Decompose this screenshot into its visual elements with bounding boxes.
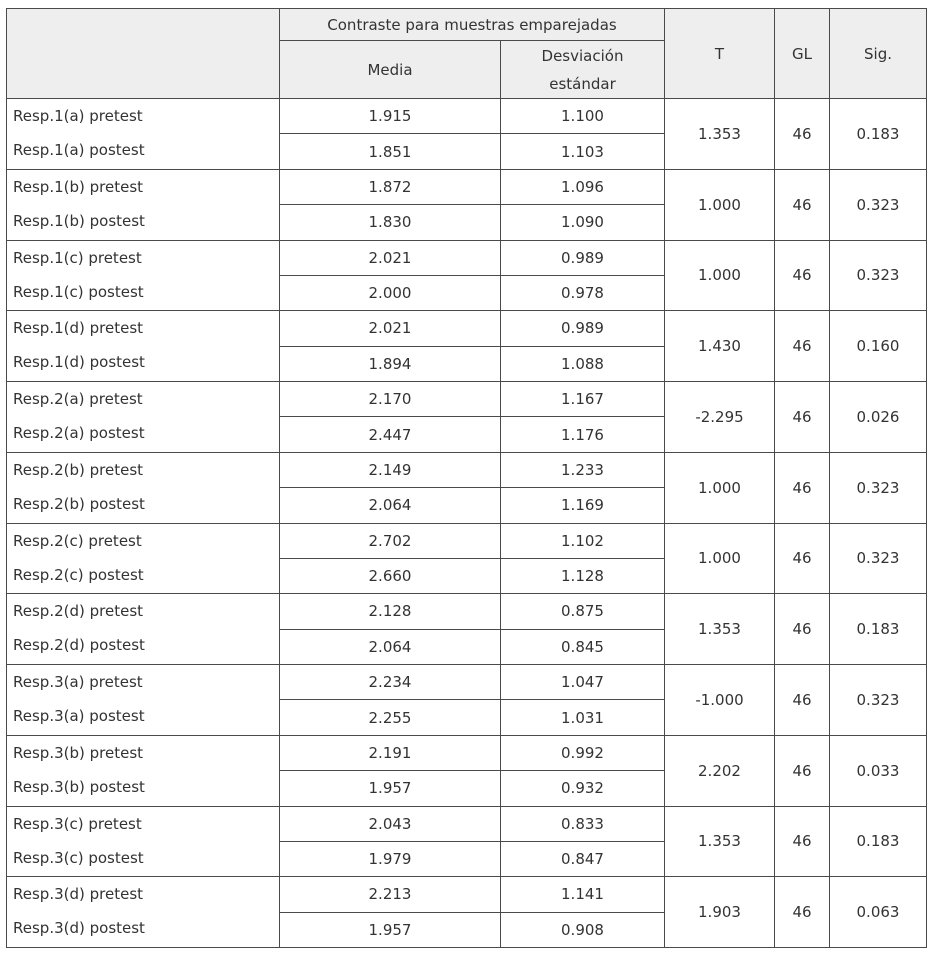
t-value: 1.353 [665,99,775,170]
t-value: 1.353 [665,806,775,877]
gl-value: 46 [775,99,830,170]
postest-sd: 1.169 [501,488,665,523]
pretest-media: 2.234 [280,665,501,700]
gl-value: 46 [775,665,830,736]
postest-media: 2.064 [280,488,501,523]
gl-value: 46 [775,452,830,523]
sig-value: 0.323 [830,169,927,240]
row-label-cell [7,382,280,453]
pretest-label: Resp.3(c) pretest [13,814,142,833]
postest-sd: 1.090 [501,205,665,240]
pretest-label: Resp.2(b) pretest [13,460,144,479]
t-value: 1.000 [665,169,775,240]
table-row [7,735,927,770]
postest-media: 1.957 [280,771,501,806]
table-row [7,240,927,275]
pretest-label: Resp.1(c) pretest [13,248,142,267]
t-value: 1.000 [665,452,775,523]
postest-sd: 1.031 [501,700,665,735]
t-value: 1.000 [665,523,775,594]
sig-value: 0.183 [830,99,927,170]
gl-value: 46 [775,806,830,877]
gl-value: 46 [775,877,830,948]
gl-value: 46 [775,240,830,311]
pretest-sd: 1.100 [501,99,665,134]
header-media: Media [280,41,501,99]
sig-value: 0.160 [830,311,927,382]
postest-media: 1.830 [280,205,501,240]
pretest-sd: 1.233 [501,452,665,487]
table-row [7,382,927,417]
pretest-media: 2.149 [280,452,501,487]
header-desviacion [501,41,665,99]
pretest-media: 2.170 [280,382,501,417]
paired-samples-table [6,8,927,948]
table-row [7,594,927,629]
postest-media: 1.979 [280,841,501,876]
sig-value: 0.183 [830,594,927,665]
table-body [7,99,927,948]
pretest-media: 1.915 [280,99,501,134]
pretest-sd: 1.102 [501,523,665,558]
postest-label: Resp.1(a) postest [13,141,145,159]
pretest-sd: 1.141 [501,877,665,912]
pretest-label: Resp.1(d) pretest [13,319,144,338]
gl-value: 46 [775,594,830,665]
sig-value: 0.183 [830,806,927,877]
pretest-sd: 0.833 [501,806,665,841]
pretest-media: 2.191 [280,735,501,770]
postest-sd: 1.176 [501,417,665,452]
table-row [7,169,927,204]
header-blank-cell [7,9,280,99]
pretest-sd: 0.989 [501,311,665,346]
row-label-cell [7,735,280,806]
row-label-cell [7,99,280,170]
pretest-label: Resp.2(c) pretest [13,531,142,550]
postest-media: 2.064 [280,629,501,664]
header-group-title: Contraste para muestras emparejadas [280,9,665,41]
postest-sd: 1.128 [501,558,665,593]
gl-value: 46 [775,169,830,240]
pretest-media: 2.213 [280,877,501,912]
pretest-media: 1.872 [280,169,501,204]
t-value: -1.000 [665,665,775,736]
postest-label: Resp.2(c) postest [13,565,144,584]
postest-label: Resp.1(b) postest [13,211,145,230]
pretest-label: Resp.3(a) pretest [13,673,143,691]
pretest-sd: 0.875 [501,594,665,629]
postest-label: Resp.3(b) postest [13,777,145,796]
pretest-label: Resp.2(a) pretest [13,390,143,408]
pretest-label: Resp.2(d) pretest [13,602,144,621]
postest-label: Resp.2(a) postest [13,424,145,442]
gl-value: 46 [775,311,830,382]
postest-label: Resp.3(a) postest [13,707,145,725]
pretest-media: 2.021 [280,240,501,275]
postest-sd: 0.932 [501,771,665,806]
t-value: 1.353 [665,594,775,665]
row-label-cell [7,523,280,594]
table-row [7,665,927,700]
header-desviacion-line2: estándar [549,74,616,93]
pretest-media: 2.043 [280,806,501,841]
table-row [7,806,927,841]
row-label-cell [7,665,280,736]
header-desviacion-line1: Desviación [541,46,624,65]
header-gl: GL [775,9,830,99]
pretest-sd: 1.096 [501,169,665,204]
sig-value: 0.323 [830,523,927,594]
pretest-sd: 0.992 [501,735,665,770]
pretest-media: 2.702 [280,523,501,558]
row-label-cell [7,806,280,877]
row-label-cell [7,169,280,240]
sig-value: 0.026 [830,382,927,453]
postest-media: 1.851 [280,134,501,169]
table-row [7,99,927,134]
row-label-cell [7,594,280,665]
postest-sd: 0.908 [501,912,665,947]
postest-label: Resp.1(c) postest [13,282,144,301]
pretest-label: Resp.1(a) pretest [13,107,143,125]
t-value: 1.000 [665,240,775,311]
postest-label: Resp.2(b) postest [13,494,145,513]
table-row [7,523,927,558]
sig-value: 0.063 [830,877,927,948]
postest-media: 2.447 [280,417,501,452]
pretest-label: Resp.3(d) pretest [13,885,144,904]
postest-media: 2.000 [280,275,501,310]
postest-sd: 1.088 [501,346,665,381]
pretest-sd: 1.167 [501,382,665,417]
postest-label: Resp.3(d) postest [13,919,145,938]
gl-value: 46 [775,382,830,453]
table-header [7,9,927,99]
sig-value: 0.033 [830,735,927,806]
postest-label: Resp.1(d) postest [13,353,145,372]
postest-sd: 0.845 [501,629,665,664]
t-value: 1.430 [665,311,775,382]
t-value: 1.903 [665,877,775,948]
row-label-cell [7,240,280,311]
header-t: T [665,9,775,99]
pretest-media: 2.021 [280,311,501,346]
pretest-label: Resp.3(b) pretest [13,743,144,762]
postest-media: 1.957 [280,912,501,947]
pretest-label: Resp.1(b) pretest [13,177,144,196]
table-row [7,452,927,487]
postest-sd: 1.103 [501,134,665,169]
postest-sd: 0.847 [501,841,665,876]
gl-value: 46 [775,735,830,806]
postest-sd: 0.978 [501,275,665,310]
postest-media: 1.894 [280,346,501,381]
pretest-sd: 0.989 [501,240,665,275]
postest-media: 2.660 [280,558,501,593]
sig-value: 0.323 [830,452,927,523]
table-row [7,877,927,912]
t-value: 2.202 [665,735,775,806]
row-label-cell [7,877,280,948]
table-row [7,311,927,346]
sig-value: 0.323 [830,665,927,736]
row-label-cell [7,452,280,523]
t-value: -2.295 [665,382,775,453]
postest-label: Resp.2(d) postest [13,636,145,655]
sig-value: 0.323 [830,240,927,311]
pretest-media: 2.128 [280,594,501,629]
postest-label: Resp.3(c) postest [13,848,144,867]
pretest-sd: 1.047 [501,665,665,700]
header-sig: Sig. [830,9,927,99]
gl-value: 46 [775,523,830,594]
row-label-cell [7,311,280,382]
postest-media: 2.255 [280,700,501,735]
